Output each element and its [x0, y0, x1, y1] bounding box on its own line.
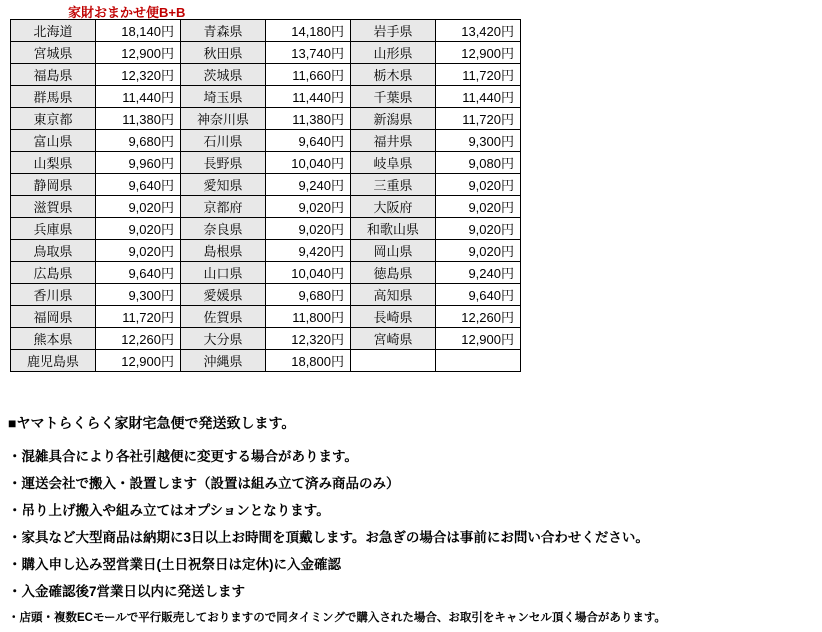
price-cell: 12,260円 — [96, 328, 181, 350]
price-cell: 9,960円 — [96, 152, 181, 174]
prefecture-cell: 福井県 — [351, 130, 436, 152]
price-cell: 9,680円 — [96, 130, 181, 152]
prefecture-cell: 徳島県 — [351, 262, 436, 284]
note-line: ・吊り上げ搬入や組み立てはオプションとなります。 — [8, 503, 330, 518]
note-line: ・入金確認後7営業日以内に発送します — [8, 584, 246, 599]
price-cell: 9,240円 — [436, 262, 521, 284]
note-line: ・購入申し込み翌営業日(土日祝祭日は定休)に入金確認 — [8, 557, 341, 572]
price-cell: 11,380円 — [266, 108, 351, 130]
prefecture-cell: 沖縄県 — [181, 350, 266, 372]
price-cell: 9,080円 — [436, 152, 521, 174]
price-cell: 9,020円 — [436, 196, 521, 218]
price-cell: 9,640円 — [436, 284, 521, 306]
price-cell: 11,720円 — [96, 306, 181, 328]
prefecture-cell: 石川県 — [181, 130, 266, 152]
price-cell: 11,380円 — [96, 108, 181, 130]
price-cell: 9,640円 — [96, 262, 181, 284]
prefecture-cell: 鹿児島県 — [11, 350, 96, 372]
empty-cell — [351, 350, 436, 372]
price-cell: 11,800円 — [266, 306, 351, 328]
price-cell: 12,900円 — [436, 42, 521, 64]
table-row — [11, 42, 521, 64]
table-row — [11, 20, 521, 42]
prefecture-cell: 長崎県 — [351, 306, 436, 328]
prefecture-cell: 宮崎県 — [351, 328, 436, 350]
prefecture-cell: 島根県 — [181, 240, 266, 262]
price-cell: 9,420円 — [266, 240, 351, 262]
price-cell: 9,680円 — [266, 284, 351, 306]
price-cell: 14,180円 — [266, 20, 351, 42]
price-cell: 11,660円 — [266, 64, 351, 86]
table-row — [11, 218, 521, 240]
price-cell: 18,800円 — [266, 350, 351, 372]
prefecture-cell: 奈良県 — [181, 218, 266, 240]
price-cell: 9,240円 — [266, 174, 351, 196]
note-line: ・運送会社で搬入・設置します（設置は組み立て済み商品のみ） — [8, 476, 400, 491]
notes-heading: ■ヤマトらくらく家財宅急便で発送致します。 — [8, 415, 296, 431]
prefecture-cell: 京都府 — [181, 196, 266, 218]
prefecture-cell: 岩手県 — [351, 20, 436, 42]
price-cell: 9,020円 — [436, 174, 521, 196]
prefecture-cell: 山梨県 — [11, 152, 96, 174]
price-cell: 12,260円 — [436, 306, 521, 328]
price-cell: 9,020円 — [436, 240, 521, 262]
prefecture-cell: 神奈川県 — [181, 108, 266, 130]
prefecture-cell: 長野県 — [181, 152, 266, 174]
prefecture-cell: 青森県 — [181, 20, 266, 42]
price-cell: 9,640円 — [96, 174, 181, 196]
prefecture-cell: 和歌山県 — [351, 218, 436, 240]
prefecture-cell: 北海道 — [11, 20, 96, 42]
price-cell: 11,440円 — [436, 86, 521, 108]
note-line: ・混雑具合により各社引越便に変更する場合があります。 — [8, 449, 358, 464]
price-cell: 18,140円 — [96, 20, 181, 42]
prefecture-cell: 高知県 — [351, 284, 436, 306]
prefecture-cell: 秋田県 — [181, 42, 266, 64]
prefecture-cell: 埼玉県 — [181, 86, 266, 108]
prefecture-cell: 鳥取県 — [11, 240, 96, 262]
price-cell: 9,640円 — [266, 130, 351, 152]
table-body — [11, 20, 521, 372]
prefecture-cell: 宮城県 — [11, 42, 96, 64]
prefecture-cell: 三重県 — [351, 174, 436, 196]
prefecture-cell: 愛媛県 — [181, 284, 266, 306]
table-row — [11, 262, 521, 284]
prefecture-cell: 山口県 — [181, 262, 266, 284]
shipping-fee-table — [10, 19, 521, 372]
table-row — [11, 240, 521, 262]
price-cell: 9,020円 — [96, 196, 181, 218]
prefecture-cell: 広島県 — [11, 262, 96, 284]
price-cell: 12,320円 — [96, 64, 181, 86]
prefecture-cell: 山形県 — [351, 42, 436, 64]
prefecture-cell: 佐賀県 — [181, 306, 266, 328]
note-line: ・家具など大型商品は納期に3日以上お時間を頂戴します。お急ぎの場合は事前にお問い合わせください。 — [8, 530, 649, 545]
price-cell: 12,320円 — [266, 328, 351, 350]
table-row — [11, 328, 521, 350]
prefecture-cell: 東京都 — [11, 108, 96, 130]
prefecture-cell: 香川県 — [11, 284, 96, 306]
table-row — [11, 108, 521, 130]
price-cell: 12,900円 — [96, 350, 181, 372]
prefecture-cell: 岡山県 — [351, 240, 436, 262]
table-row — [11, 152, 521, 174]
table-row — [11, 350, 521, 372]
notes-section — [8, 413, 818, 632]
prefecture-cell: 兵庫県 — [11, 218, 96, 240]
price-cell: 9,020円 — [436, 218, 521, 240]
prefecture-cell: 大分県 — [181, 328, 266, 350]
table-row — [11, 284, 521, 306]
prefecture-cell: 滋賀県 — [11, 196, 96, 218]
prefecture-cell: 茨城県 — [181, 64, 266, 86]
prefecture-cell: 富山県 — [11, 130, 96, 152]
price-cell: 10,040円 — [266, 262, 351, 284]
price-cell: 12,900円 — [96, 42, 181, 64]
price-cell: 11,440円 — [266, 86, 351, 108]
page-title: 家財おまかせ便B+B — [68, 5, 186, 20]
prefecture-cell: 福島県 — [11, 64, 96, 86]
prefecture-cell: 静岡県 — [11, 174, 96, 196]
price-cell: 9,300円 — [436, 130, 521, 152]
price-cell: 9,020円 — [266, 196, 351, 218]
prefecture-cell: 福岡県 — [11, 306, 96, 328]
prefecture-cell: 群馬県 — [11, 86, 96, 108]
price-cell: 11,440円 — [96, 86, 181, 108]
price-cell: 9,020円 — [96, 218, 181, 240]
empty-cell — [436, 350, 521, 372]
price-cell: 9,300円 — [96, 284, 181, 306]
price-cell: 10,040円 — [266, 152, 351, 174]
prefecture-cell: 熊本県 — [11, 328, 96, 350]
table-row — [11, 64, 521, 86]
price-cell: 13,420円 — [436, 20, 521, 42]
table-row — [11, 130, 521, 152]
prefecture-cell: 千葉県 — [351, 86, 436, 108]
price-cell: 11,720円 — [436, 108, 521, 130]
table-row — [11, 196, 521, 218]
table-row — [11, 86, 521, 108]
prefecture-cell: 岐阜県 — [351, 152, 436, 174]
price-cell: 9,020円 — [96, 240, 181, 262]
table-row — [11, 306, 521, 328]
prefecture-cell: 栃木県 — [351, 64, 436, 86]
price-cell: 13,740円 — [266, 42, 351, 64]
prefecture-cell: 新潟県 — [351, 108, 436, 130]
prefecture-cell: 愛知県 — [181, 174, 266, 196]
price-cell: 12,900円 — [436, 328, 521, 350]
price-cell: 9,020円 — [266, 218, 351, 240]
price-cell: 11,720円 — [436, 64, 521, 86]
prefecture-cell: 大阪府 — [351, 196, 436, 218]
table-row — [11, 174, 521, 196]
note-line-fine-print: ・店頭・複数ECモールで平行販売しておりますので同タイミングで購入された場合、お取引をキャンセル頂く場合があります。 — [8, 612, 666, 624]
